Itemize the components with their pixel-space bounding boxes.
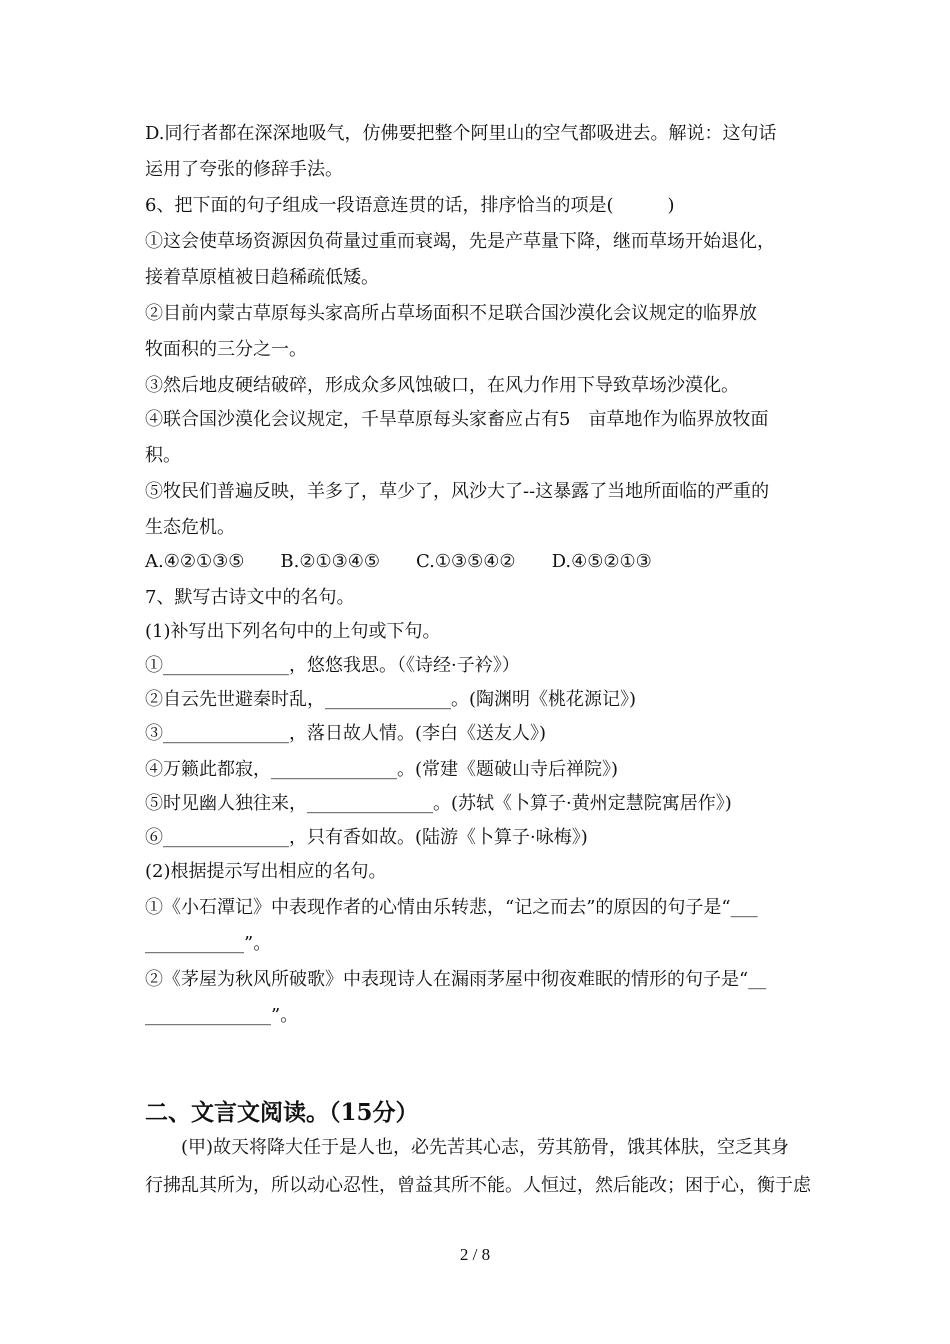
prompt-1-line-2: ___________”。 bbox=[145, 933, 272, 954]
sentence-1-line-1: ①这会使草场资源因负荷量过重而衰竭，先是产草量下降，继而草场开始退化， bbox=[145, 231, 775, 252]
prompt-2-line-2: ______________”。 bbox=[145, 1005, 299, 1026]
question-6-prompt: 6、把下面的句子组成一段语意连贯的话，排序恰当的项是( ) bbox=[145, 195, 675, 216]
fill-blank-5: ⑤时见幽人独往来，______________。(苏轼《卜算子·黄州定慧院寓居作》) bbox=[145, 793, 732, 814]
fill-blank-1: ①______________，悠悠我思。（《诗经·子衿》） bbox=[145, 655, 520, 676]
prompt-1-line-1: ①《小石潭记》中表现作者的心情由乐转悲，“记之而去”的原因的句子是“___ bbox=[145, 897, 758, 918]
sentence-1-line-2: 接着草原植被日趋稀疏低矮。 bbox=[145, 267, 379, 288]
sentence-5-line-1: ⑤牧民们普遍反映，羊多了，草少了，风沙大了--这暴露了当地所面临的严重的 bbox=[145, 481, 770, 502]
question-6-options: A.④②①③⑤ B.②①③④⑤ C.①③⑤④② D.④⑤②①③ bbox=[145, 551, 652, 572]
question-7-prompt: 7、默写古诗文中的名句。 bbox=[145, 587, 355, 608]
fill-blank-6: ⑥______________，只有香如故。(陆游《卜算子·咏梅》) bbox=[145, 827, 588, 848]
fill-blank-4: ④万籁此都寂，______________。(常建《题破山寺后禅院》) bbox=[145, 759, 619, 780]
fill-blank-2: ②自云先世避秦时乱，______________。(陶渊明《桃花源记》) bbox=[145, 689, 637, 710]
passage-line-1: (甲)故天将降大任于是人也，必先苦其心志，劳其筋骨，饿其体肤，空乏其身 bbox=[145, 1137, 790, 1158]
question-7-part-2: (2)根据提示写出相应的名句。 bbox=[145, 861, 387, 882]
question-5d-line-1: D.同行者都在深深地吸气，仿佛要把整个阿里山的空气都吸进去。解说：这句话 bbox=[145, 123, 777, 144]
sentence-2-line-1: ②目前内蒙古草原每头家高所占草场面积不足联合国沙漠化会议规定的临界放 bbox=[145, 303, 757, 324]
sentence-5-line-2: 生态危机。 bbox=[145, 517, 235, 538]
sentence-3: ③然后地皮硬结破碎，形成众多风蚀破口，在风力作用下导致草场沙漠化。 bbox=[145, 375, 739, 396]
sentence-2-line-2: 牧面积的三分之一。 bbox=[145, 339, 307, 360]
section-heading: 二、文言文阅读。（15分） bbox=[145, 1099, 419, 1126]
sentence-4-line-2: 积。 bbox=[145, 445, 181, 466]
question-5d-line-2: 运用了夸张的修辞手法。 bbox=[145, 159, 343, 180]
fill-blank-3: ③______________，落日故人情。(李白《送友人》) bbox=[145, 723, 547, 744]
prompt-2-line-1: ②《茅屋为秋风所破歌》中表现诗人在漏雨茅屋中彻夜难眠的情形的句子是“__ bbox=[145, 969, 767, 990]
page-number: 2 / 8 bbox=[459, 1245, 491, 1264]
sentence-4-line-1: ④联合国沙漠化会议规定，千旱草原每头家畜应占有5 亩草地作为临界放牧面 bbox=[145, 409, 769, 430]
question-7-part-1: (1)补写出下列名句中的上句或下句。 bbox=[145, 621, 441, 642]
passage-line-2: 行拂乱其所为，所以动心忍性，曾益其所不能。人恒过，然后能改；困于心，衡于虑 bbox=[145, 1175, 811, 1196]
